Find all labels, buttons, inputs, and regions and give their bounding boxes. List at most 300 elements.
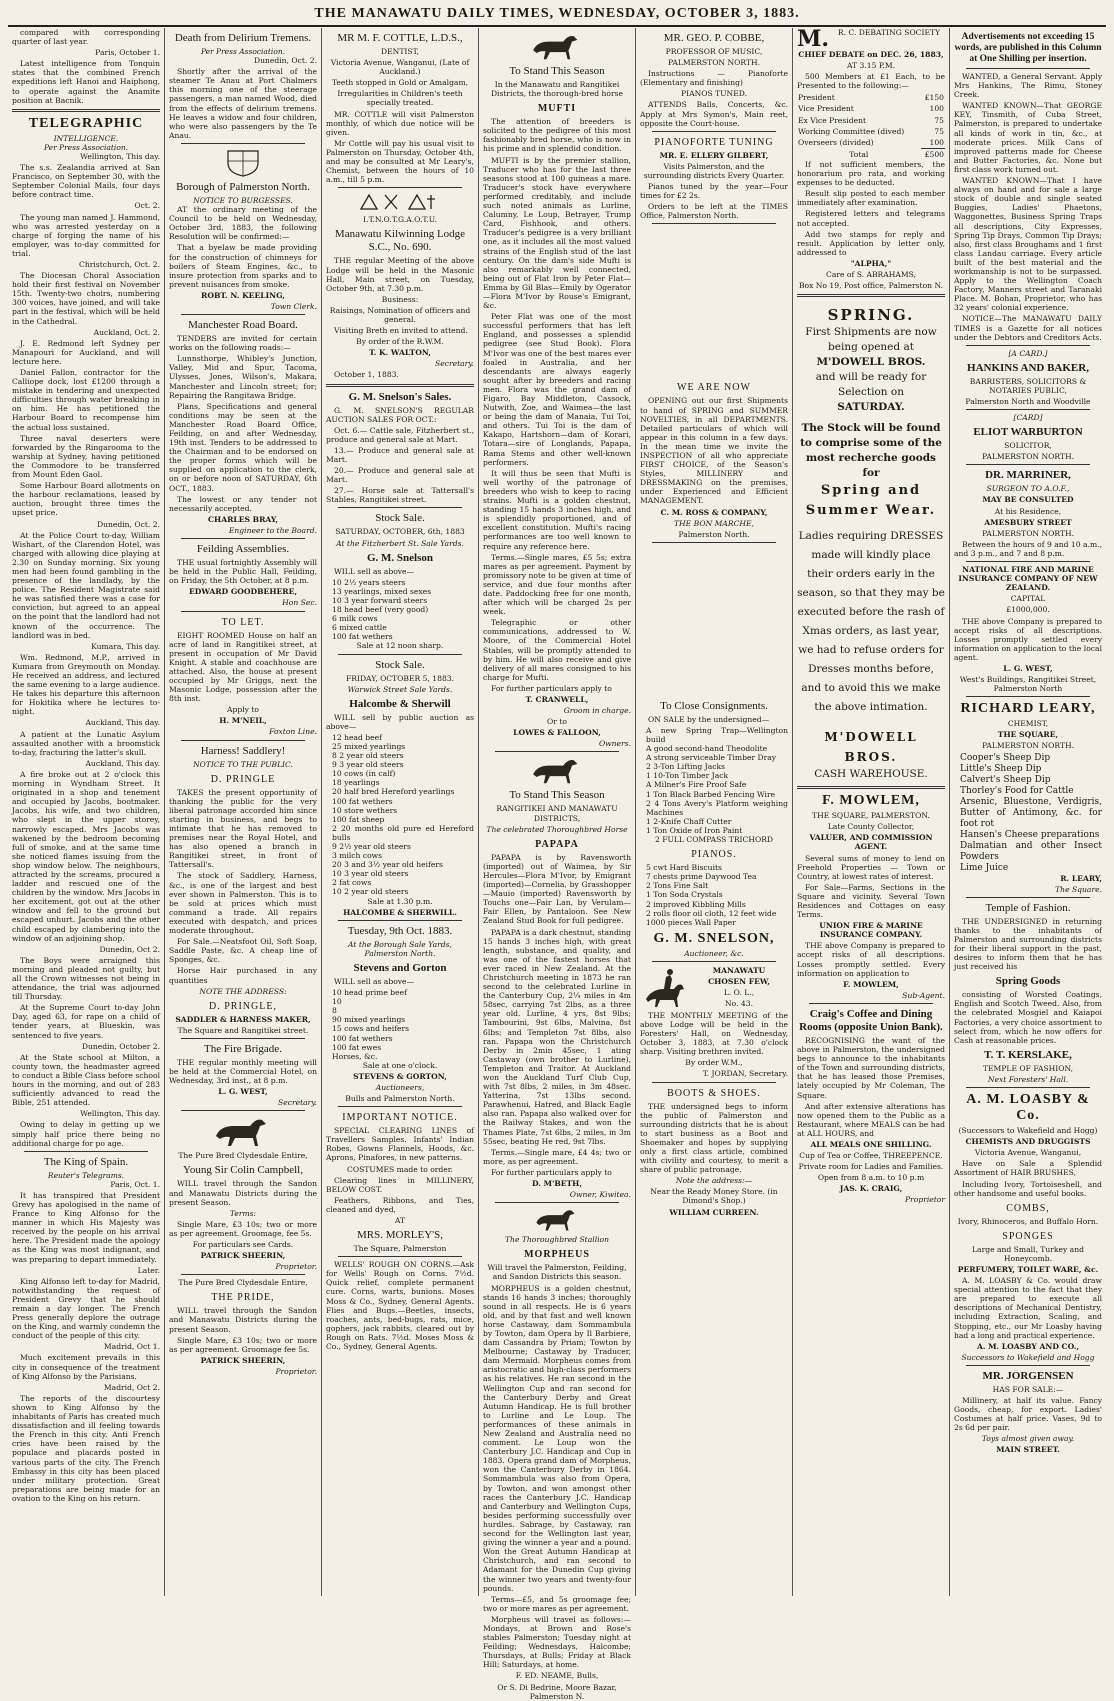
- text: THE BON MARCHE,: [673, 518, 755, 528]
- text: For Sale.—Neatsfoot Oil, Soft Soap, Saddle Paste, &c. A cheap line of Sponges, &c.: [169, 937, 317, 965]
- text: CHEMIST,: [1007, 719, 1049, 729]
- advertiser-name: HANKINS AND BAKER,: [967, 361, 1089, 374]
- text: UNION FIRE & MARINE INSURANCE COMPANY.: [819, 921, 923, 940]
- column-7: [950, 28, 1106, 1596]
- horse-name: MUFTI: [537, 103, 577, 115]
- column-2: [165, 28, 322, 1596]
- text: NATIONAL FIRE AND MARINE INSURANCE COMPANY OF NEW ZEALAND.: [958, 565, 1098, 593]
- text: Single Mare, £3 10s; two or more as per agreement. Groomage fee 5s.: [169, 1335, 317, 1354]
- text: THE regular monthly meeting will be held at the Commercial Hotel, on Wednesday, 3rd inst., at 8 p.m.: [169, 1057, 317, 1086]
- text: FRIDAY, OCTOBER 5, 1883.: [345, 673, 455, 683]
- divider: [652, 131, 776, 132]
- text: VALUER, AND COMMISSION AGENT.: [809, 833, 933, 852]
- text: THE above Company is prepared to accept risks of all descriptions. Losses promptly settled. Every information on application to: [797, 941, 945, 978]
- text: L. O. L.,: [723, 987, 755, 997]
- text: Private room for Ladies and Families.: [798, 1162, 944, 1172]
- text: Toys almost given away.: [981, 1434, 1075, 1444]
- title: Foxton Line.: [269, 727, 317, 737]
- text: Care of S. ABRAHAMS,: [826, 269, 916, 279]
- list-item: 100 fat sheep: [332, 814, 385, 824]
- list-item: 2 4 Tons Avery's Platform weighing Machines: [646, 798, 788, 817]
- ad-headline: SPONGES: [1002, 1230, 1054, 1242]
- text: AT the ordinary meeting of the Council to be held on Wednesday, October 3rd, 1883, the following Resolution will be confirmed:—: [169, 205, 317, 242]
- text: ON SALE by the undersigned—: [648, 714, 770, 724]
- table-cell: £150: [924, 93, 944, 103]
- article-heading: Death from Delirium Tremens.: [174, 32, 312, 44]
- text: The young man named J. Hammond, who was arrested yesterday on a charge of forging the name of his employer, was to-day committed for trial.: [12, 212, 160, 258]
- horse-name: PAPAPA: [535, 838, 579, 850]
- signature: F. MOWLEM,: [843, 979, 899, 989]
- text: ALL MEALS ONE SHILLING.: [810, 1139, 932, 1149]
- text: CHEMISTS AND DRUGGISTS: [965, 1137, 1091, 1147]
- divider: [181, 143, 305, 144]
- list-item: 2 fat cows: [332, 878, 372, 888]
- text: West's Buildings, Rangitikei Street, Palmerston North: [959, 675, 1097, 694]
- horse-icon: [522, 755, 592, 785]
- text: HAS FOR SALE:—: [992, 1384, 1064, 1394]
- ad-headline: SPRING.: [827, 306, 915, 325]
- text: A patient at the Lunatic Asylum assaulted another with a broomstick to-day, fracturing the latter's skull.: [12, 729, 160, 757]
- notice-heading: To Close Consignments.: [660, 699, 768, 712]
- notice-heading: BOOTS & SHOES.: [667, 1087, 761, 1099]
- text: King Alfonso left to-day for Madrid, notwithstanding the request of President Grevy that he should remain a day longer. The French Press generally deplore the outrage on the King, and warmly condemn the conduct of the people of this city.: [12, 1276, 160, 1341]
- advertiser-name: MR. E. ELLERY GILBERT,: [659, 150, 769, 160]
- text: The attention of breeders is solicited to the pedigree of this most fashionably bred horse, who is now in his prime and in splendid condition.: [483, 117, 631, 154]
- text: (Successors to Wakefield and Hogg): [958, 1126, 1098, 1136]
- list-item: 12 head beef: [332, 732, 382, 742]
- title: Groom in charge.: [563, 706, 631, 716]
- text: PAPAPA is a dark chestnut, standing 15 hands 3 inches high, with great length, substance, and quality, and was one of the fastest horses that ever raced in New Zealand. At the Christchurch meeting in 1873 he ran second to the celebrated Lurline in the Canterbury Cup, 2¼ miles in 4m 58sec, carrying 7st 2lbs, as a three year old. Lurline, 4 yrs, 8st 9lbs; Tambourini, 9st 6lbs, Malvina, 8st 6lbs; and Templeton 7st 8lbs, also ran. Papapa won the Christchurch Derby in 2min 45sec, 1 ating Castaway (own brother to Lurline), Templeton and Traitor. At Auckland won the Auckland Turf Club Cup, with 7st 8lbs, 2 miles, in 3m 48sec. Yatterina, 7st 13lbs second. Parawhenui, Hatred, and Black Eagle also ran. Papapa also walked over for the Railway Stakes, and won the Thames Plate, 7st 6lbs, 2 miles, in 3m 55sec, beating He red, 9st 7lbs.: [483, 927, 631, 1146]
- table-cell: 100: [929, 104, 944, 114]
- ad-text: SATURDAY.: [837, 401, 905, 414]
- signature: CHARLES BRAY,: [207, 514, 278, 524]
- notice-heading: G. M. Snelson's Sales.: [348, 390, 452, 403]
- divider: [797, 786, 945, 789]
- signature: T. CRANWELL,: [525, 695, 589, 704]
- divider: [966, 897, 1090, 898]
- list-item: 10 store wethers: [332, 805, 398, 815]
- text: Telegraphic or other communications, addressed to W. Moore, of the Commercial Hotel Stables, will be promptly attended to by him. He will also receive and give delivery of all mares consigned to his charge for Mufti.: [483, 618, 631, 682]
- text: I.T.N.O.T.G.A.O.T.U.: [363, 215, 437, 225]
- signature: Or S. Di Bedrine, Moore Bazar, Palmerston N.: [497, 1682, 617, 1701]
- dateline: Wellington, This day.: [80, 1109, 160, 1119]
- dateline: Wellington, This day.: [80, 151, 160, 161]
- text: THE UNDERSIGNED in returning thanks to the inhabitants of Palmerston and surrounding districts for their liberal support in the past, desires to inform them that he has just received his: [954, 916, 1102, 972]
- text: Irregularities in Children's teeth specially treated.: [337, 89, 463, 108]
- text: Shortly after the arrival of the steamer Te Anau at Port Chalmers this morning one of the steerage passengers, a man named Wood, died from the effects of delirium tremens. He leaves a widow and four children, who were also passengers by the Te Anau.: [169, 67, 317, 140]
- list-item: 25 mixed yearlings: [332, 741, 406, 751]
- list-item: 10 2 year old steers: [332, 887, 409, 897]
- ad-headline: COMBS,: [1006, 1202, 1050, 1214]
- text: Three naval deserters were forwarded by the Ringarooma to the warship at Sydney, having petitioned the Commodore to be transferred from Mount Eden Gaol.: [12, 433, 160, 480]
- text: WILL sell by public auction as above—: [326, 712, 474, 731]
- text: The reports of the discourtesy shown to King Alfonso by the inhabitants of Paris has created much dissatisfaction and ill feeling towards the French in this city. Anti French cries have been raised by the populace and placards posted in various parts of the city. The French Embassy in this city has been placed under military protection. Great preparations are being made for an ovation to the King on his return.: [12, 1393, 160, 1503]
- text: THE usual fortnightly Assembly will be held in the Public Hall, Feilding, on Friday, the 5th October, at 8 p.m.: [169, 558, 317, 586]
- text: BARRISTERS, SOLICITORS & NOTARIES PUBLIC,: [969, 376, 1087, 395]
- text: The lowest or any tender not necessarily accepted.: [169, 494, 317, 513]
- text: At the Borough Sale Yards, Palmerston North.: [348, 939, 452, 958]
- text: Horse Hair purchased in any quantities: [169, 966, 317, 985]
- text: SOLICITOR,: [1004, 441, 1052, 451]
- text: J. E. Redmond left Sydney per Manapouri for Auckland, and will lecture here.: [12, 338, 160, 366]
- notice-heading: Stock Sale.: [375, 512, 425, 525]
- text: compared with corresponding quarter of last year.: [12, 28, 160, 47]
- text: Add two stamps for reply and result. Application by letter only, addressed to: [797, 229, 945, 257]
- text: Sale at 12 noon sharp.: [356, 641, 444, 651]
- text: By order W.M.,: [685, 1058, 743, 1068]
- dateline: Dunedin, Oct. 2.: [97, 519, 160, 529]
- title: Hon Sec.: [282, 598, 317, 608]
- text: Apply to: [227, 705, 259, 715]
- title: Secretary.: [278, 1098, 317, 1108]
- signature: STEVENS & GORTON,: [353, 1071, 447, 1081]
- masonic-emblem-icon: [355, 191, 445, 213]
- advertiser-name: T. T. KERSLAKE,: [984, 1048, 1072, 1061]
- prize-table: [797, 92, 945, 160]
- notice-heading: IMPORTANT NOTICE.: [342, 1112, 458, 1124]
- title: Proprietor: [905, 1195, 945, 1205]
- divider: [966, 68, 1090, 69]
- table-cell: Ex Vice President: [798, 115, 867, 125]
- list-item: 10 3 year forward steers: [332, 595, 428, 605]
- signature: EDWARD GOODBEHERE,: [188, 587, 298, 597]
- advertiser-name: ELIOT WARBURTON: [973, 426, 1083, 439]
- list-item: 13 yearlings, mixed sexes: [332, 586, 432, 596]
- text: Terms.—Single mares, £5 5s; extra mares as per agreement. Payment by promissory note to be given at time of service, and due four months after date. Paddocking free for one month, after which will be charged 2s per week.: [483, 552, 631, 617]
- text: Visiting Breth en invited to attend.: [334, 326, 468, 336]
- divider: [652, 223, 776, 224]
- dateline: Dunedin, Oct 2.: [99, 944, 160, 954]
- text: Mr Cottle will pay his usual visit to Palmerston on Thursday, October 4th, and may be consulted at Mr Leary's, Chemist, between the hours of 10 a.m., till 5 p.m.: [326, 138, 474, 185]
- advertiser-name: DR. MARRINER,: [985, 469, 1071, 482]
- horse-name: MORPHEUS: [524, 1249, 590, 1261]
- text: [CARD]: [1013, 413, 1043, 423]
- notice-heading: Temple of Fashion.: [985, 901, 1071, 914]
- notice-heading: PIANOS.: [691, 849, 737, 861]
- list-item: 100 fat wethers: [332, 1033, 393, 1043]
- signature: LOWES & FALLOON,: [513, 728, 601, 738]
- text: By order of the R.W.M.: [356, 337, 444, 347]
- text: Oct. 6.— Cattle sale, Fitzherbert st., produce and general sale at Mart.: [326, 425, 474, 444]
- text: Victoria Avenue, Wanganui,: [974, 1148, 1082, 1158]
- table-row: [797, 115, 945, 126]
- lodge-block: [640, 965, 788, 1011]
- blank-space: [640, 546, 788, 696]
- notice-heading: TO LET.: [221, 616, 265, 628]
- text: G. M. SNELSON'S REGULAR AUCTION SALES FOR OCT.:: [326, 405, 474, 424]
- text: The Pure Bred Clydesdale Entire,: [178, 1151, 308, 1161]
- signature: T. K. WALTON,: [369, 348, 431, 358]
- text: WILL sell as above—: [334, 566, 415, 576]
- text: Cup of Tea or Coffee, THREEPENCE.: [799, 1151, 943, 1161]
- list-item: 1 Ton Oxide of Iron Paint: [646, 825, 743, 835]
- text: TAKES the present opportunity of thanking the public for the very liberal patronage accorded him since starting in business, and begs to intimate that he has removed to premises near the Royal Hotel, and has also opened a branch in Rangitikei street, in front of Tattersall's.: [169, 787, 317, 870]
- divider: [966, 464, 1090, 465]
- signature: T. JORDAN, Secretary.: [702, 1069, 788, 1079]
- text: Feathers, Ribbons, and Ties, cleaned and dyed,: [326, 1195, 474, 1214]
- horse-icon: [208, 1114, 278, 1148]
- section-heading: TELEGRAPHIC: [28, 115, 144, 131]
- dateline: Paris, October 1.: [95, 48, 160, 58]
- text: At the Fitzherbert St. Sale Yards.: [336, 538, 464, 548]
- text: Clearing lines in MILLINERY, BELOW COST.: [326, 1175, 474, 1194]
- text: MR. COTTLE will visit Palmerston monthly, of which due notice will be given.: [326, 109, 474, 137]
- sale-list: [640, 863, 788, 927]
- ad-headline: Spring Goods: [995, 975, 1061, 988]
- title: Proprietor.: [275, 1262, 317, 1272]
- text: Instructions — Pianoforte (Elementary and finishing): [640, 69, 788, 88]
- text: The Square and Rangitikei street.: [177, 1025, 309, 1035]
- list-item: A new Spring Trap—Wellington build: [646, 725, 788, 744]
- ad-text: Ladies requiring DRESSES made will kindly place their orders early in the season, so that they may be executed before the rash of Xmas orders, as last year, we had to refuse orders for Dresses months before, and to avoid this we make the above intimation.: [797, 530, 945, 714]
- text: TEMPLE OF FASHION,: [982, 1063, 1074, 1073]
- list-item: 8: [332, 1006, 337, 1016]
- text: Millinery, at half its value. Fancy Goods, cheap, for export. Ladies' Costumes at half price. Vases, 9d to 2s 6d per pair.: [954, 1396, 1102, 1433]
- signature: F. ED. NEAME, Bulls,: [515, 1671, 599, 1681]
- text: It will thus be seen that Mufti is well worthy of the patronage of breeders who wish to keep to racing strains. Mufti is a golden chestnut, standing 15 hands 3 inches high, and is splendidly proportioned, and of excellent constitution. Mufti's racing performances are too well known to require any reference here.: [483, 468, 631, 551]
- table-cell: 75: [934, 115, 944, 125]
- ad-headline: Spring and Summer Wear.: [805, 483, 937, 519]
- classified-ad: WANTED KNOWN—That I have always on hand and for sale a large stock of double and single seated Buggies, Ladies' Phaetons, Waggonettes, Business Spring Traps all descriptions, City Expresses, Spring Tip Drays, Common Tip Drays; also, first class Broughams and 1 first class Landau carriage. Every article built of the best material and the workmanship is not to be surpassed. Apply to the Wellington Coach Factory, Manners street and Taranaki Place. M. Bohan, Proprietor, who has 32 years' colonial experience.: [954, 176, 1102, 313]
- text: THE undersigned begs to inform the public of Palmerston and surrounding districts that he is about to start business as a Boot and Shoemaker and hopes by supplying only a first class article, combined with civility and courtesy, to merit a share of public patronage.: [640, 1101, 788, 1175]
- list-item: 10 3 year old steers: [332, 869, 409, 879]
- text: Palmerston North.: [678, 529, 750, 539]
- divider: [966, 561, 1090, 562]
- text: The Boys were arraigned this morning and pleaded not guilty, but all the Crown witnesses not being in attendance, the trial was adjourned till Thursday.: [12, 955, 160, 1002]
- list-item: 20 3 and 3½ year old heifers: [332, 860, 443, 870]
- dateline: Kumara, This day.: [91, 641, 160, 651]
- divider: [966, 1087, 1090, 1088]
- text: Warwick Street Sale Yards.: [347, 684, 453, 694]
- text: Wm. Redmond, M.P., arrived in Kumara from Greymouth on Monday. He received an address, and lectured the same evening to a large audience. He takes his departure this afternoon for Hokitika where he lectures to-night.: [12, 652, 160, 717]
- notice-heading: Borough of Palmerston North.: [176, 180, 310, 193]
- table-row: [797, 92, 945, 103]
- divider: [326, 384, 474, 387]
- text: COSTUMES made to order.: [347, 1164, 453, 1174]
- text: WILL sell as above—: [334, 976, 415, 986]
- list-item: 10 cows (in calf): [332, 769, 396, 779]
- debating-header: [797, 28, 945, 50]
- dateline: Paris, Oct. 1.: [110, 1179, 160, 1189]
- advertiser-name: G. M. SNELSON,: [653, 930, 775, 946]
- title: Engineer to the Board.: [228, 525, 317, 535]
- classified-ad: WANTED, a General Servant. Apply Mrs Hankins, The Rimu, Stoney Creek.: [954, 72, 1102, 100]
- text: WILL travel through the Sandon and Manawatu Districts during the present Season.: [169, 1306, 317, 1334]
- divider: [652, 961, 776, 962]
- text: DENTIST,: [381, 47, 419, 56]
- text: Note the address:—: [675, 1176, 753, 1186]
- text: It has transpired that President Grevy has apologised in the name of France to King Alfonso for the manner in which His Majesty was received by the people on his arrival here. The President made the apology as the King was most indignant, and was preparing to depart immediately.: [12, 1190, 160, 1264]
- text: The Square.: [1055, 884, 1102, 894]
- text: Plans, Specifications and general conditions may be seen at the Manchester Road Board Office, Feilding, on and after Wednesday, 19th inst. Tenders to be addressed to the Chairman and to be endorsed on the proper forms which will be supplied on application to the clerk, on or before noon of SATURDAY, 6th OCT., 1883.: [169, 401, 317, 493]
- signature: R. LEARY,: [1060, 873, 1102, 883]
- divider: [338, 1256, 462, 1257]
- text: Much excitement prevails in this city in consequence of the treatment of King Alfonso by the Parisians.: [12, 1353, 160, 1381]
- table-row: [797, 148, 945, 160]
- list-item: 2 20 months old pure ed Hereford bulls: [332, 823, 474, 842]
- text: Peter Flat was one of the most successful performers that has left England, and possesses a splendid pedigree (see Stud Book). Flora M'Ivor was one of the best mares ever foaled in Australia, and her descendants are always eagerly sought after by breeders and racing men. Flora was the grand dam of Figaro, Bay Middleton, Cassock, Nutwith, Zoe, and Waimea—the last or being the dam of Manaia, Tui Toi, and others. Tui Toi is the dam of Kakapo, Hartshorn—dam of Korari, Totara—sire of Longlands, Papapa, Rama Stems and other well-known performers.: [483, 312, 631, 467]
- signature: HALCOMBE & SHERWILL.: [343, 907, 457, 917]
- text: Registered letters and telegrams not accepted.: [797, 209, 945, 228]
- horseman-icon: [640, 965, 690, 1011]
- column-3: [322, 28, 479, 1596]
- title: Sub-Agent.: [902, 990, 945, 1000]
- dateline: Oct. 2.: [134, 201, 160, 211]
- text: SURGEON TO A.O.F.,: [986, 484, 1070, 494]
- list-item: Calvert's Sheep Dip: [960, 774, 1051, 785]
- text: Ivory, Rhinoceros, and Buffalo Horn.: [957, 1216, 1099, 1226]
- ad-text: The Stock will be found to comprise some of the most recherche goods for: [800, 422, 942, 480]
- horse-name: Young Sir Colin Campbell,: [183, 1164, 303, 1177]
- text: Next Foresters' Hall.: [987, 1074, 1069, 1084]
- text: MAIN STREET.: [996, 1445, 1060, 1455]
- text: 2 FULL COMPASS TRICHORD: [654, 835, 774, 845]
- signature: WILLIAM CURREEN.: [669, 1207, 759, 1217]
- text: AMESBURY STREET: [984, 517, 1072, 527]
- list-item: Dalmatian and other Insect Powders: [960, 840, 1102, 862]
- text: Terms—£5, and 5s groomage fee; two or more mares as per agreement.: [483, 1594, 631, 1613]
- advertiser-name: A. M. LOASBY & Co.: [966, 1092, 1090, 1124]
- text: At the Supreme Court to-day John Day, aged 63, for rape on a child of tender years, at Blueskin, was sentenced to five years.: [12, 1003, 160, 1040]
- text: Successors to Wakefield and Hogg: [961, 1352, 1095, 1362]
- advertiser-name: MR M. F. COTTLE, L.D.S.,: [337, 32, 463, 44]
- text: No. 43.: [725, 998, 753, 1008]
- title: Town Clerk.: [270, 301, 317, 311]
- text: MAY BE CONSULTED: [982, 495, 1074, 505]
- text: Will travel the Palmerston, Feilding, and Sandon Districts this season.: [487, 1263, 627, 1282]
- text: Late County Collector,: [827, 822, 915, 832]
- text: PALMERSTON NORTH.: [981, 528, 1075, 538]
- signature: ROBT. N. KEELING,: [201, 290, 285, 300]
- text: Sale at 1.30 p.m.: [367, 896, 433, 906]
- column-4: [479, 28, 636, 1701]
- text: Have on Sale a Splendid Assortment of HAIR BRUSHES,: [954, 1159, 1102, 1178]
- text: AT: [394, 1216, 406, 1225]
- list-item: 7 chests prime Daywood Tea: [646, 872, 757, 882]
- table-cell: 75: [934, 126, 944, 136]
- article-heading: The King of Spain.: [43, 1155, 129, 1168]
- notice-heading: Tuesday, 9th Oct. 1883.: [347, 924, 453, 937]
- borough-crest-icon: [220, 147, 266, 177]
- text: CAPITAL: [1010, 594, 1046, 604]
- list-item: 9 2½ year old steers: [332, 842, 411, 851]
- text: For particulars see Cards.: [192, 1240, 294, 1249]
- horse-icon: [522, 31, 592, 61]
- signature: C. M. ROSS & COMPANY,: [660, 507, 768, 517]
- horse-name: THE PRIDE,: [211, 1292, 275, 1304]
- divider: [797, 294, 945, 297]
- divider: [181, 314, 305, 315]
- ad-text: First Shipments are now being opened at: [805, 326, 937, 354]
- notice-heading: WE ARE NOW: [677, 382, 751, 394]
- text: Between the hours of 9 and 10 a.m., and 3 p.m., and 7 and 8 p.m.: [954, 539, 1102, 558]
- list-item: 1 Ton Soda Crystals: [646, 890, 723, 900]
- advertiser-name: MR. GEO. P. COBBE,: [663, 32, 765, 44]
- text: Terms:: [229, 1208, 257, 1218]
- ad-text: and will be ready for Selection on: [815, 371, 927, 399]
- product-list: [954, 753, 1102, 874]
- list-item: 10 2½ years steers: [332, 577, 406, 587]
- list-item: Cooper's Sheep Dip: [960, 752, 1051, 763]
- text: For further particulars apply to: [491, 683, 612, 693]
- text: Open from 8 a.m. to 10 p.m: [817, 1173, 925, 1183]
- blank-space: [640, 227, 788, 377]
- divider: [966, 345, 1090, 346]
- byline: Per Press Association.: [200, 47, 286, 56]
- list-item: 10: [332, 997, 342, 1007]
- advertiser-name: D. PRINGLE,: [209, 1000, 277, 1012]
- advertiser-name: Halcombe & Sherwill: [349, 697, 451, 710]
- list-item: Arsenic, Bluestone, Verdigris, Butter of Antimony, &c. for foot rot: [960, 796, 1102, 829]
- text: Terms.—Single mare, £4 4s; two or more, as per agreement.: [483, 1147, 631, 1166]
- text: Including Ivory, Tortoiseshell, and other handsome and useful books.: [954, 1179, 1102, 1198]
- dateline: Auckland, This day.: [85, 758, 160, 768]
- divider: [338, 654, 462, 655]
- list-item: 6 milk cows: [332, 614, 378, 624]
- classified-ad: WANTED KNOWN—That GEORGE KEY, Tinsmith, of Cuba Street, Palmerston, is prepared to undertake all kinds of work in tin, &c., at moderate prices. Milk Cans of improved patterns made for Cheese and Butter Factories, &c. None but first class work turned out.: [954, 101, 1102, 174]
- divider: [495, 1202, 619, 1203]
- text: At the State school at Milton, a county town, the headmaster agreed to conduct a Bible Class before school hours in the morning, and out of 283 sufficiently advanced to read the Bible, 251 attended.: [12, 1052, 160, 1108]
- text: Victoria Avenue, Wanganui, (Late of Auckland.): [330, 58, 470, 77]
- list-item: 100 fat wethers: [332, 632, 393, 642]
- text: £1000,000.: [1006, 605, 1050, 615]
- text: The Square, Palmerston: [353, 1244, 447, 1254]
- list-item: Hansen's Cheese preparations: [960, 829, 1100, 840]
- text: Bulls and Palmerston North.: [345, 1094, 455, 1104]
- divider: [181, 1038, 305, 1039]
- text: ATTENDS Balls, Concerts, &c. Apply at Mrs Symon's, Main reet, opposite the Court-house.: [640, 100, 788, 128]
- text: The Pure Bred Clydesdale Entire,: [178, 1278, 308, 1288]
- table-cell: Total: [849, 149, 869, 159]
- lot-list: [326, 733, 474, 897]
- text: At the Police Court to-day, William Wishart, of the Clarendon Hotel, was charged with allowing dice playing at 2.30 on Sunday morning. Six young men had been found gambling in the presence of the landlady, by the police. The Resident Magistrate said he was satisfied there was a case for conviction, but agreed to an appeal on the point that the landlord had not known of the occurrence. The landlord was in bed.: [12, 530, 160, 640]
- advertiser-name: D. PRINGLE: [210, 773, 276, 785]
- signature: A. M. LOASBY AND CO.,: [976, 1341, 1080, 1351]
- text: WILL travel through the Sandon and Manawatu Districts during the present Season.: [169, 1179, 317, 1207]
- list-item: 90 mixed yearlings: [332, 1015, 406, 1025]
- text: [A CARD.]: [1008, 348, 1048, 358]
- text: EIGHT ROOMED House on half an acre of land in Rangitikei street, at present in occupation of Mr David Knight. A stable and coachhouse are attached. Also, the house at present occupied by Mr Griggs, next the Masonic Lodge, possession after the 8th inst.: [169, 630, 317, 704]
- advertiser-name: MR. JORGENSEN: [982, 1369, 1074, 1382]
- text: 500 Members at £1 Each, to be Presented to the following:—: [797, 72, 945, 91]
- signature: "ALPHA,": [850, 258, 892, 268]
- notice-heading: To Stand This Season: [509, 789, 605, 802]
- text: THE regular Meeting of the above Lodge will be held in the Masonic Hall, Main street, on Tuesday, October 9th, at 7.30 p.m.: [326, 256, 474, 293]
- text: The celebrated Thoroughbred Horse: [486, 824, 628, 834]
- list-item: Horses, &c.: [332, 1051, 378, 1061]
- text: consisting of Worsted Coatings, English and Scotch Tweed. Also, from the celebrated Mosgiel and Kaiapoi Factories, a very choice assortment to select from, which he now offers for Cash at reasonable prices.: [954, 990, 1102, 1045]
- list-item: 6 mixed cattle: [332, 623, 387, 633]
- column-1: [8, 28, 165, 1596]
- text: That a byelaw be made providing for the construction of chimneys for boilers of Steam Engines, &c., to insure protection from sparks and to prevent nuisances from smoke.: [169, 243, 317, 289]
- list-item: 1 Ton Black Barbed Fencing Wire: [646, 789, 776, 799]
- table-cell: Overseers (divided): [798, 138, 874, 147]
- notice-heading: Manchester Road Board.: [188, 319, 298, 332]
- divider: [12, 109, 160, 112]
- notice-heading: The Fire Brigade.: [204, 1042, 282, 1055]
- list-item: 15 cows and heifers: [332, 1024, 410, 1034]
- text: Raisings, Nomination of officers and general.: [329, 305, 471, 324]
- list-item: 8 2 year old steers: [332, 751, 404, 761]
- text: PIANOS TUNED.: [681, 89, 747, 99]
- list-item: 10 head prime beef: [332, 988, 407, 998]
- list-item: A strong serviceable Timber Dray: [646, 753, 777, 763]
- text: MORPHEUS is a golden chestnut, stands 16 hands 3 inches; thoroughly sound in all respects. He is 6 years old, and by that fast and well known horse Castaway, dam Sommambula by Towton, dam Opera by Il Barbiere, dam Cassandra by Priam; Towton by Melbourne; Castaway by Traducer, dam Mermaid. Morpheus comes from aristocratic and high-class performers as his relatives. He ran second in the Wellington Cup and ran second for the Canterbury Derby and Great Autumn Handicap. He is full brother to Lurline and Le Loup. The performances of these animals in New Zealand and Australia need no comment. Le Loup won the Canterbury J.C. Handicap and Cup in 1883. Opera grand dam of Morpheus, won the Canterbury Derby in 1864. Sommambula was also from Opera, by Towton, and won amongst other races the Canterbury J.C. Handicap and Canterbury and Wellington Cups, besides performing successfully over hurdles. Sabrage, by Castaway, ran second for the Wellington last year, giving the winner a year and a pound. Won the Great Autumn Handicap at Christchurch, and ran second to Adamant for the Dunedin Cup giving the winner two years and twenty-four pounds.: [483, 1283, 631, 1593]
- advertiser-name: RICHARD LEARY,: [960, 701, 1096, 717]
- text: Single Mare, £3 10s; two or more as per agreement. Groomage, fee 5s.: [169, 1219, 317, 1238]
- divider: [809, 1003, 933, 1004]
- text: PALMERSTON NORTH.: [667, 58, 761, 68]
